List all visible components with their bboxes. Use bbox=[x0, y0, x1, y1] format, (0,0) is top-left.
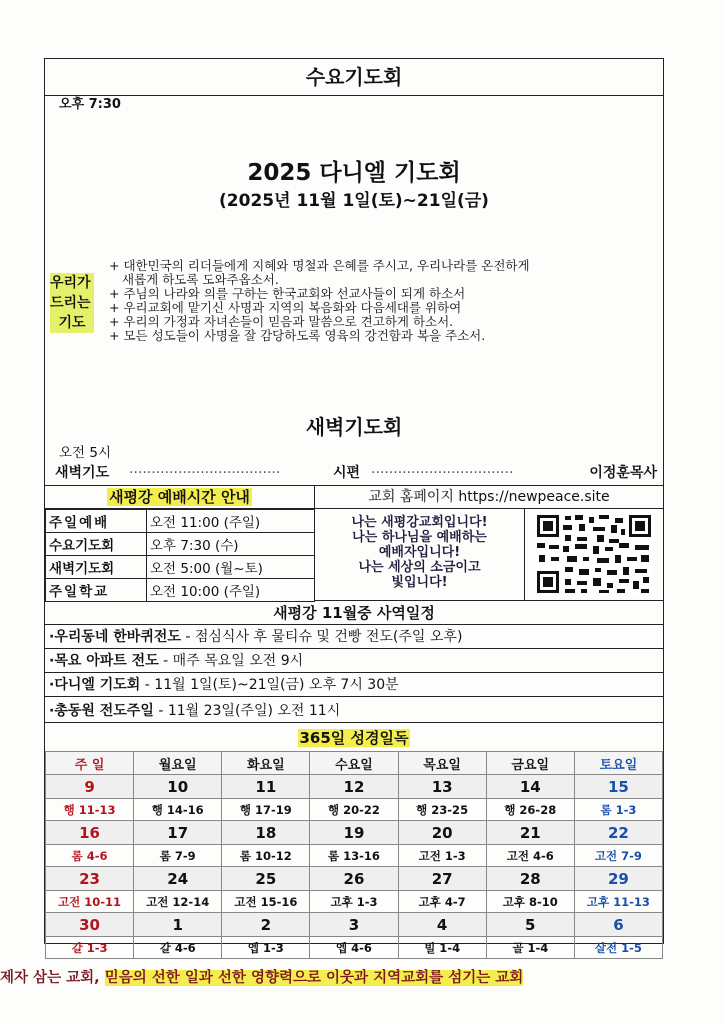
day-header: 금요일 bbox=[486, 752, 574, 775]
prayer-label-line: 기도 bbox=[50, 313, 94, 333]
homepage-cell bbox=[315, 485, 663, 509]
bible-date: 3 bbox=[310, 913, 398, 937]
worship-row bbox=[46, 533, 315, 556]
bible-reading: 고전 7-9 bbox=[574, 845, 662, 867]
prayer-item: + 주님의 나라와 의를 구하는 한국교회와 선교사들이 되게 하소서 bbox=[109, 286, 466, 301]
bible-reading: 고전 1-3 bbox=[398, 845, 486, 867]
prayer-list bbox=[109, 259, 669, 343]
wednesday-title: 수요기도회 bbox=[45, 59, 663, 96]
worship-table bbox=[45, 509, 315, 602]
bible-reading: 엡 4-6 bbox=[310, 937, 398, 959]
bible-reading-row bbox=[46, 937, 663, 959]
prayer-label bbox=[50, 273, 94, 333]
bible-date: 20 bbox=[398, 821, 486, 845]
ministry-item bbox=[45, 673, 663, 697]
dawn-dots: ·································· bbox=[129, 465, 281, 481]
bible-date-row bbox=[46, 775, 663, 799]
worship-time: 오전 11:00 (주일) bbox=[147, 510, 315, 533]
bible-title-cell bbox=[45, 725, 663, 751]
worship-name: 주일학교 bbox=[46, 579, 147, 602]
bible-reading-row bbox=[46, 845, 663, 867]
bible-reading: 살전 1-5 bbox=[574, 937, 662, 959]
dawn-dots: ································ bbox=[371, 465, 514, 481]
slogan-line: 나는 새평강교회입니다! bbox=[351, 515, 488, 530]
dawn-psalm: 시편 bbox=[333, 465, 361, 481]
footer-prefix: 제자 삼는 교회, bbox=[0, 970, 105, 986]
prayer-item: + 우리교회에 맡기신 사명과 지역의 복음화와 다음세대를 위하여 bbox=[109, 300, 462, 315]
bible-date: 14 bbox=[486, 775, 574, 799]
ministry-item-name: ·총동원 전도주일 bbox=[49, 703, 154, 719]
ministry-item-desc: - 11월 23일(주일) 오전 11시 bbox=[153, 703, 341, 719]
bible-reading: 갈 4-6 bbox=[134, 937, 222, 959]
bible-reading: 행 20-22 bbox=[310, 799, 398, 821]
bible-date: 21 bbox=[486, 821, 574, 845]
slogan-line: 나는 세상의 소금이고 bbox=[358, 560, 481, 575]
worship-heading-cell bbox=[45, 485, 315, 509]
worship-heading: 새평강 예배시간 안내 bbox=[109, 488, 250, 506]
prayer-label-line: 우리가 bbox=[50, 273, 94, 293]
bible-date-row bbox=[46, 821, 663, 845]
bible-reading: 행 11-13 bbox=[46, 799, 134, 821]
dawn-label: 새벽기도 bbox=[55, 465, 110, 481]
bible-reading: 고후 4-7 bbox=[398, 891, 486, 913]
bible-reading: 롬 7-9 bbox=[134, 845, 222, 867]
bible-title: 365일 성경일독 bbox=[299, 729, 409, 747]
ministry-title: 새평강 11월중 사역일정 bbox=[45, 601, 663, 625]
bible-reading: 고전 15-16 bbox=[222, 891, 310, 913]
bible-reading: 고전 4-6 bbox=[486, 845, 574, 867]
bible-date: 2 bbox=[222, 913, 310, 937]
bible-reading: 행 14-16 bbox=[134, 799, 222, 821]
bible-date: 26 bbox=[310, 867, 398, 891]
daniel-title: 2025 다니엘 기도회 bbox=[247, 160, 461, 186]
bible-date: 15 bbox=[574, 775, 662, 799]
worship-name: 수요기도회 bbox=[46, 533, 147, 556]
bible-reading: 롬 10-12 bbox=[222, 845, 310, 867]
ministry-item bbox=[45, 625, 663, 649]
dawn-time: 오전 5시 bbox=[59, 445, 112, 461]
bible-reading: 골 1-4 bbox=[486, 937, 574, 959]
bible-reading: 행 26-28 bbox=[486, 799, 574, 821]
slogan bbox=[315, 509, 525, 601]
bible-reading: 롬 4-6 bbox=[46, 845, 134, 867]
worship-row bbox=[46, 556, 315, 579]
ministry-item bbox=[45, 649, 663, 673]
worship-time: 오후 7:30 (수) bbox=[147, 533, 315, 556]
ministry-item-desc: - 점심식사 후 물티슈 및 건빵 전도(주일 오후) bbox=[180, 629, 463, 645]
slogan-line: 나는 하나님을 예배하는 bbox=[352, 530, 487, 545]
bible-reading-row bbox=[46, 799, 663, 821]
bible-reading: 고전 10-11 bbox=[46, 891, 134, 913]
day-header: 화요일 bbox=[222, 752, 310, 775]
slogan-line: 빛입니다! bbox=[391, 575, 448, 590]
bible-reading: 행 23-25 bbox=[398, 799, 486, 821]
bible-date: 23 bbox=[46, 867, 134, 891]
homepage-label: 교회 홈페이지 bbox=[368, 489, 454, 505]
dawn-title: 새벽기도회 bbox=[305, 415, 403, 439]
bible-date: 11 bbox=[222, 775, 310, 799]
bulletin-frame bbox=[44, 58, 664, 955]
worship-row bbox=[46, 579, 315, 602]
bible-reading: 갈 1-3 bbox=[46, 937, 134, 959]
bible-date: 13 bbox=[398, 775, 486, 799]
bible-date: 1 bbox=[134, 913, 222, 937]
daniel-dates: (2025년 11월 1일(토)~21일(금) bbox=[219, 191, 489, 211]
day-header: 목요일 bbox=[398, 752, 486, 775]
qr-cell bbox=[525, 509, 663, 601]
bible-date: 16 bbox=[46, 821, 134, 845]
bible-date-row bbox=[46, 867, 663, 891]
prayer-item: + 우리의 가정과 자녀손들이 믿음과 말씀으로 견고하게 하소서. bbox=[109, 314, 454, 329]
day-header: 수요일 bbox=[310, 752, 398, 775]
bible-header-row bbox=[46, 752, 663, 775]
ministry-item-name: ·다니엘 기도회 bbox=[49, 677, 141, 693]
ministry-item-desc: - 11월 1일(토)~21일(금) 오후 7시 30분 bbox=[140, 677, 399, 693]
bible-reading: 빌 1-4 bbox=[398, 937, 486, 959]
bible-reading-row bbox=[46, 891, 663, 913]
worship-name: 새벽기도회 bbox=[46, 556, 147, 579]
bible-reading: 롬 1-3 bbox=[574, 799, 662, 821]
worship-name: 주일예배 bbox=[46, 510, 147, 533]
qr-code-icon[interactable] bbox=[535, 513, 653, 595]
wednesday-time: 오후 7:30 bbox=[59, 97, 121, 112]
bible-reading: 고후 8-10 bbox=[486, 891, 574, 913]
bible-reading: 고후 1-3 bbox=[310, 891, 398, 913]
bible-reading: 고후 11-13 bbox=[574, 891, 662, 913]
footer-highlight: 믿음의 선한 일과 선한 영향력으로 이웃과 지역교회를 섬기는 교회 bbox=[104, 970, 524, 986]
prayer-item: + 대한민국의 리더들에게 지혜와 명철과 은혜를 주시고, 우리나라를 온전하게 bbox=[109, 258, 530, 273]
bible-reading: 롬 13-16 bbox=[310, 845, 398, 867]
bible-date: 28 bbox=[486, 867, 574, 891]
bible-table bbox=[45, 751, 663, 959]
bible-date: 6 bbox=[574, 913, 662, 937]
ministry-item-desc: - 매주 목요일 오전 9시 bbox=[158, 653, 304, 669]
dawn-pastor: 이정훈목사 bbox=[589, 465, 657, 481]
bible-date: 9 bbox=[46, 775, 134, 799]
ministry-item bbox=[45, 699, 663, 723]
bible-date: 27 bbox=[398, 867, 486, 891]
bible-date: 30 bbox=[46, 913, 134, 937]
bible-date: 18 bbox=[222, 821, 310, 845]
day-header-sunday: 주 일 bbox=[46, 752, 134, 775]
ministry-item-name: ·목요 아파트 전도 bbox=[49, 653, 159, 669]
bible-date-row bbox=[46, 913, 663, 937]
prayer-item: 새롭게 하도록 도와주옵소서. bbox=[122, 272, 279, 287]
worship-row bbox=[46, 510, 315, 533]
bible-date: 4 bbox=[398, 913, 486, 937]
bible-date: 29 bbox=[574, 867, 662, 891]
slogan-line: 예배자입니다! bbox=[378, 545, 461, 560]
worship-time: 오전 5:00 (월~토) bbox=[147, 556, 315, 579]
footer bbox=[0, 966, 722, 987]
bible-date: 10 bbox=[134, 775, 222, 799]
bible-date: 19 bbox=[310, 821, 398, 845]
prayer-item: + 모든 성도들이 사명을 잘 감당하도록 영육의 강건함과 복을 주소서. bbox=[109, 328, 486, 343]
bible-date: 17 bbox=[134, 821, 222, 845]
homepage-url[interactable]: https://newpeace.site bbox=[458, 489, 610, 505]
bible-date: 22 bbox=[574, 821, 662, 845]
worship-time: 오전 10:00 (주일) bbox=[147, 579, 315, 602]
bible-date: 5 bbox=[486, 913, 574, 937]
day-header: 월요일 bbox=[134, 752, 222, 775]
prayer-label-line: 드리는 bbox=[50, 293, 94, 313]
dawn-row bbox=[45, 461, 663, 486]
ministry-item-name: ·우리동네 한바퀴전도 bbox=[49, 629, 181, 645]
bible-date: 25 bbox=[222, 867, 310, 891]
bible-reading: 고전 12-14 bbox=[134, 891, 222, 913]
day-header-saturday: 토요일 bbox=[574, 752, 662, 775]
bible-reading: 엡 1-3 bbox=[222, 937, 310, 959]
bible-date: 12 bbox=[310, 775, 398, 799]
bible-reading: 행 17-19 bbox=[222, 799, 310, 821]
bible-date: 24 bbox=[134, 867, 222, 891]
